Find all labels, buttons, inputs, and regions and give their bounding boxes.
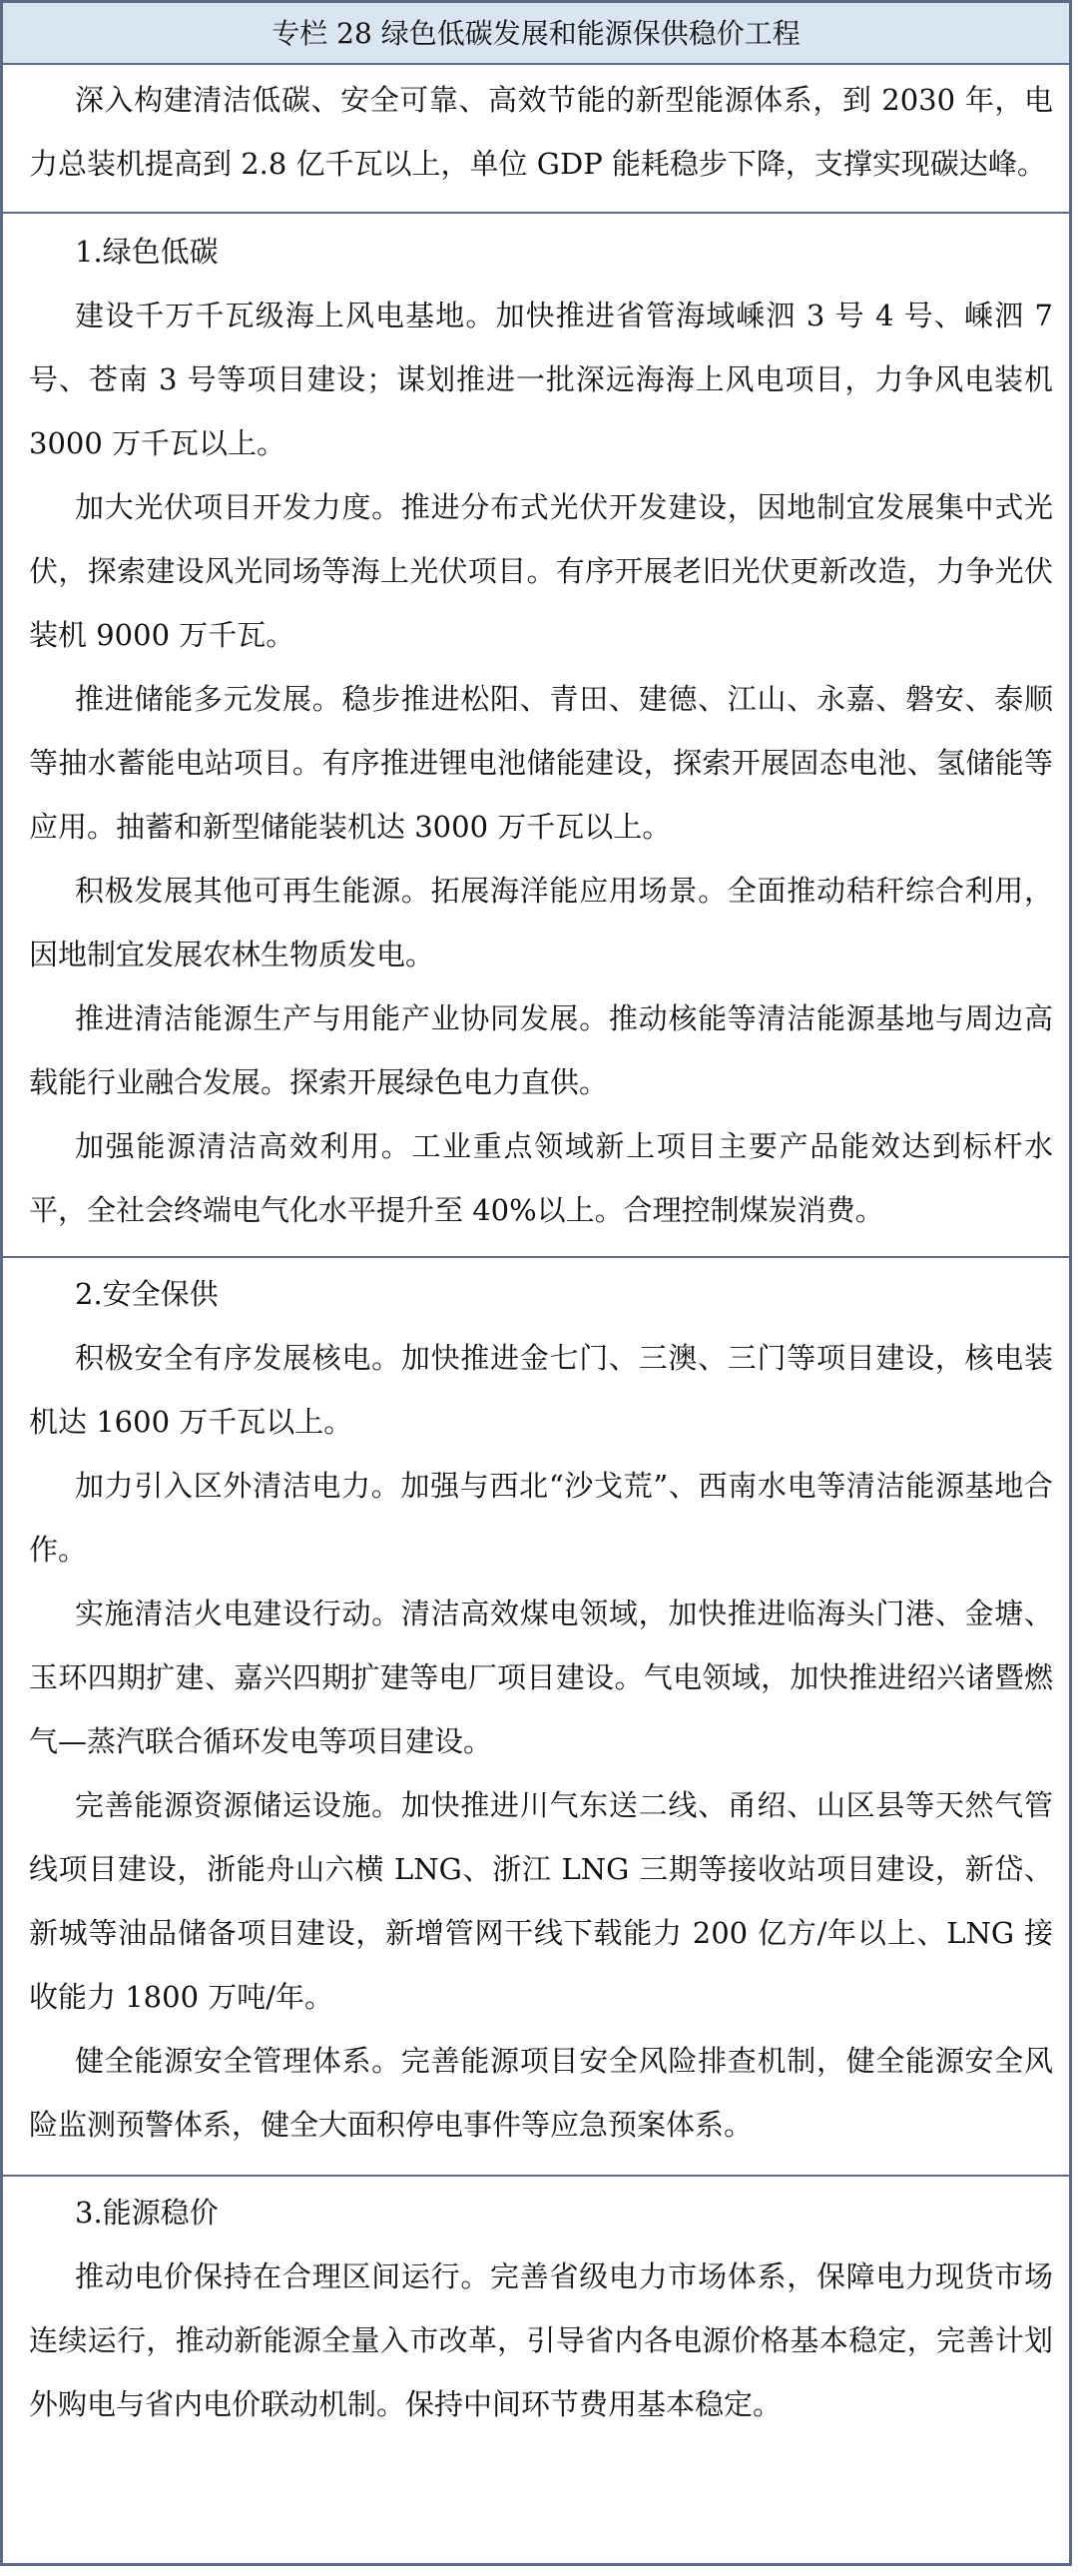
section-security-supply <box>3 1258 1069 2177</box>
section-heading: 1.绿色低碳 <box>75 235 219 269</box>
paragraph: 积极发展其他可再生能源。拓展海洋能应用场景。全面推动秸秆综合利用，因地制宜发展农林生物质发电。 <box>29 874 1053 971</box>
paragraph: 加大光伏项目开发力度。推进分布式光伏开发建设，因地制宜发展集中式光伏，探索建设风光同场等海上光伏项目。有序开展老旧光伏更新改造，力争光伏装机 9000 万千瓦。 <box>29 490 1053 652</box>
paragraph: 推动电价保持在合理区间运行。完善省级电力市场体系，保障电力现货市场连续运行，推动新能源全量入市改革，引导省内各电源价格基本稳定，完善计划外购电与省内电价联动机制。保持中间环节费用基本稳定。 <box>29 2259 1053 2421</box>
paragraph: 加力引入区外清洁电力。加强与西北“沙戈荒”、西南水电等清洁能源基地合作。 <box>29 1469 1053 1567</box>
paragraph: 推进储能多元发展。稳步推进松阳、青田、建德、江山、永嘉、磐安、泰顺等抽水蓄能电站项目。有序推进锂电池储能建设，探索开展固态电池、氢储能等应用。抽蓄和新型储能装机达 3000 万千瓦以上。 <box>29 682 1053 844</box>
paragraph: 积极安全有序发展核电。加快推进金七门、三澳、三门等项目建设，核电装机达 1600 万千瓦以上。 <box>29 1341 1053 1439</box>
intro-paragraph: 深入构建清洁低碳、安全可靠、高效节能的新型能源体系，到 2030 年，电力总装机提高到 2.8 亿千瓦以上，单位 GDP 能耗稳步下降，支撑实现碳达峰。 <box>29 83 1053 181</box>
paragraph: 推进清洁能源生产与用能产业协同发展。推动核能等清洁能源基地与周边高载能行业融合发展。探索开展绿色电力直供。 <box>29 1001 1053 1099</box>
section-price-stability <box>3 2177 1069 2436</box>
section-green-low-carbon <box>3 214 1069 1258</box>
paragraph: 完善能源资源储运设施。加快推进川气东送二线、甬绍、山区县等天然气管线项目建设，浙能舟山六横 LNG、浙江 LNG 三期等接收站项目建设，新岱、新城等油品储备项目建设，新增管网干线下载能力 200 亿方/年以上、LNG 接收能力 1800 万吨/年。 <box>29 1788 1053 2014</box>
section-heading: 2.安全保供 <box>75 1277 219 1311</box>
paragraph: 加强能源清洁高效利用。工业重点领域新上项目主要产品能效达到标杆水平，全社会终端电气化水平提升至 40%以上。合理控制煤炭消费。 <box>29 1129 1053 1227</box>
intro-section <box>3 65 1069 214</box>
paragraph: 建设千万千瓦级海上风电基地。加快推进省管海域嵊泗 3 号 4 号、嵊泗 7 号、苍南 3 号等项目建设；谋划推进一批深远海海上风电项目，力争风电装机 3000 万千瓦以上。 <box>29 299 1053 460</box>
paragraph: 健全能源安全管理体系。完善能源项目安全风险排查机制，健全能源安全风险监测预警体系，健全大面积停电事件等应急预案体系。 <box>29 2044 1053 2142</box>
box-title: 专栏 28 绿色低碳发展和能源保供稳价工程 <box>3 3 1069 65</box>
paragraph: 实施清洁火电建设行动。清洁高效煤电领域，加快推进临海头门港、金塘、玉环四期扩建、嘉兴四期扩建等电厂项目建设。气电领域，加快推进绍兴诸暨燃气—蒸汽联合循环发电等项目建设。 <box>29 1597 1053 1758</box>
section-heading: 3.能源稳价 <box>75 2196 219 2230</box>
